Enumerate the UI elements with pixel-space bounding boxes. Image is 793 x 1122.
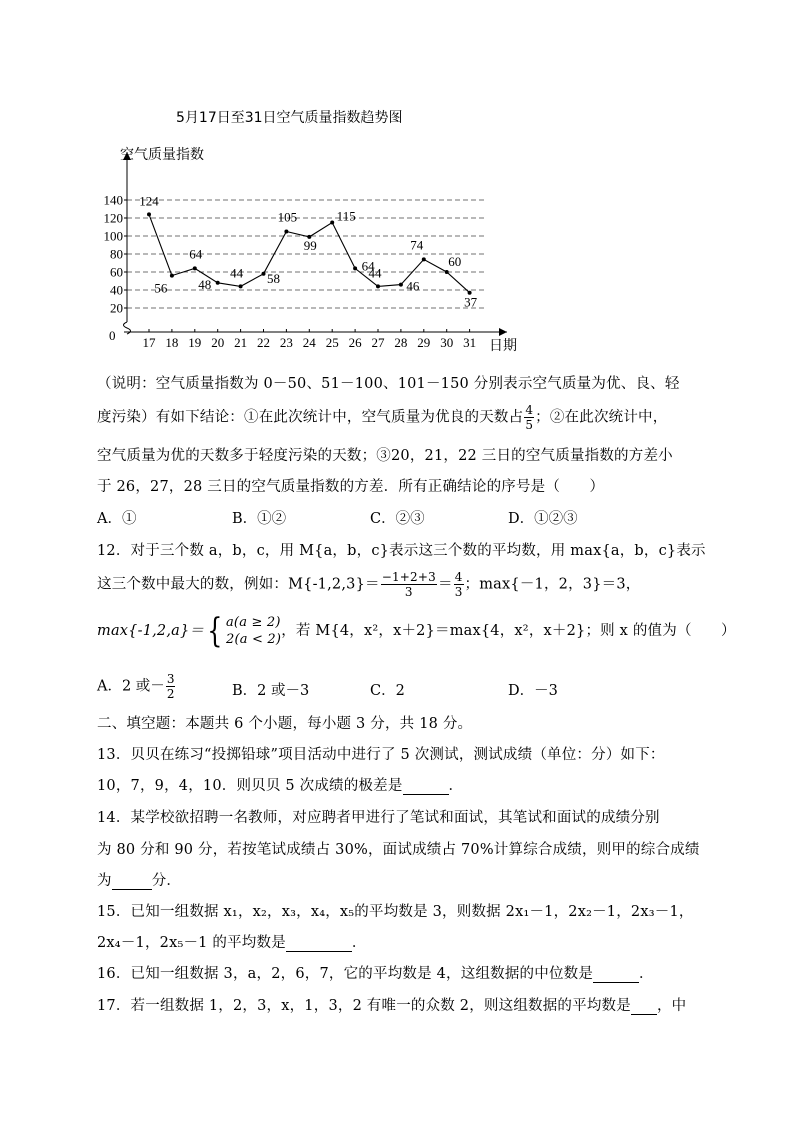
q15-line2: 2x₄－1，2x₅－1 的平均数是 ． — [97, 935, 367, 951]
q11-option-b: B．①② — [232, 511, 287, 527]
q14-line1: 14．某学校欲招聘一名教师，对应聘者甲进行了笔试和面试，其笔试和面试的成绩分别 — [97, 810, 660, 826]
q12-option-d: D．－3 — [508, 683, 558, 699]
x-tick-label: 20 — [211, 335, 225, 350]
data-point — [399, 283, 403, 287]
q14-line3: 为 分． — [97, 873, 182, 889]
data-label: 105 — [277, 209, 298, 225]
x-tick-label: 19 — [188, 335, 202, 350]
piecewise-cases: { a(a ≥ 2) 2(a < 2) — [207, 611, 282, 651]
y-axis-label: 空气质量指数 — [120, 147, 204, 163]
answer-blank — [631, 998, 657, 1015]
x-axis-arrow — [499, 328, 507, 336]
answer-blank — [112, 873, 152, 890]
x-tick-label: 23 — [279, 335, 293, 350]
data-label: 44 — [368, 265, 382, 281]
q11-option-c: C．②③ — [370, 511, 425, 527]
q11-line2: 度污染）有如下结论：①在此次统计中，空气质量为优良的天数占 $\frac{4}{5}$ ；②在此次统计中， — [97, 403, 668, 432]
x-tick-labels — [143, 335, 477, 350]
data-label: 64 — [189, 246, 203, 262]
x-tick-label: 22 — [257, 335, 270, 350]
y-tick-label: 80 — [110, 246, 123, 262]
y-tick-label: 40 — [110, 282, 123, 298]
q11-line3: 空气质量为优的天数多于轻度污染的天数；③20，21，22 三日的空气质量指数的方差小 — [97, 448, 673, 464]
q16-line1: 16．已知一组数据 3，a，2，6，7，它的平均数是 4，这组数据的中位数是 ． — [97, 966, 654, 982]
q11-line4: 于 26，27，28 三日的空气质量指数的方差．所有正确结论的序号是（ ） — [97, 479, 605, 495]
y-tick-label: 60 — [110, 264, 123, 280]
y-tick-label: 100 — [103, 228, 123, 244]
grid-lines — [127, 200, 485, 308]
q15-line1: 15．已知一组数据 x₁，x₂，x₃，x₄，x₅的平均数是 3，则数据 2x₁－1，2x₂－1，2x₃－1， — [97, 904, 694, 920]
fraction-4-3: $\frac{4}{3}$ — [454, 570, 463, 599]
data-label: 37 — [464, 294, 478, 310]
y-tick-labels — [104, 193, 124, 316]
y-tick-label: 140 — [103, 192, 123, 208]
data-label: 46 — [406, 278, 420, 294]
data-point — [170, 274, 174, 278]
x-axis-label: 日期 — [489, 338, 517, 354]
x-tick-label: 30 — [440, 335, 454, 350]
data-label: 74 — [410, 237, 424, 253]
data-label: 56 — [154, 280, 168, 296]
data-point — [216, 281, 220, 285]
answer-blank — [593, 966, 639, 983]
x-tick-label: 29 — [417, 335, 431, 350]
q17-line1: 17．若一组数据 1，2，3，x，1，3，2 有唯一的众数 2，则这组数据的平均数是 ，中 — [97, 998, 687, 1014]
y-tick-label: 120 — [103, 210, 123, 226]
answer-blank — [286, 935, 352, 952]
data-point — [422, 257, 426, 261]
q11-option-a: A．① — [97, 511, 137, 527]
data-point — [330, 221, 334, 225]
x-tick-label: 28 — [394, 335, 408, 350]
data-label: 58 — [267, 270, 280, 286]
data-label: 115 — [336, 208, 356, 224]
origin-label: 0 — [109, 328, 116, 343]
q12-option-c: C．2 — [370, 683, 405, 699]
q12-line3: max{-1,2,a}＝ { a(a ≥ 2) 2(a < 2) ，若 M{4，x²，x＋2}＝max{4，x²，x＋2}；则 x 的值为（ ） — [97, 611, 736, 651]
data-label: 60 — [448, 254, 462, 269]
answer-blank — [403, 778, 449, 795]
data-point — [193, 266, 197, 270]
data-point — [262, 272, 266, 276]
data-label: 99 — [303, 237, 317, 253]
q13-line2: 10，7，9，4，10．则贝贝 5 次成绩的极差是 ． — [97, 778, 464, 794]
x-tick-label: 27 — [371, 335, 385, 350]
q12-line2: 这三个数中最大的数，例如：M{-1,2,3}＝ $\frac{-1+2+3}{3}$ ＝ $\frac{4}{3}$ ；max{－1，2，3}＝3， — [97, 570, 641, 599]
fraction-4-5: $\frac{4}{5}$ — [525, 403, 534, 432]
fraction-example: $\frac{-1+2+3}{3}$ — [381, 570, 436, 599]
x-tick-label: 21 — [234, 335, 248, 350]
q13-line1: 13．贝贝在练习“投掷铅球”项目活动中进行了 5 次测试，测试成绩（单位：分）如下： — [97, 747, 665, 763]
section-2-heading: 二、填空题：本题共 6 个小题，每小题 3 分，共 18 分。 — [97, 716, 473, 732]
data-point — [284, 230, 288, 234]
data-point — [376, 284, 380, 288]
data-point — [353, 266, 357, 270]
data-label: 64 — [361, 258, 375, 274]
air-quality-line-chart — [100, 140, 530, 355]
q11-option-d: D．①②③ — [508, 511, 578, 527]
x-tick-label: 31 — [463, 335, 477, 350]
q11-line1: （说明：空气质量指数为 0－50、51－100、101－150 分别表示空气质量为优、良、轻 — [97, 376, 680, 392]
data-label: 48 — [198, 276, 212, 292]
q12-option-a: A．2 或－ $\frac{3}{2}$ — [97, 672, 175, 701]
data-label: 44 — [230, 265, 244, 281]
y-tick-label: 20 — [110, 300, 123, 316]
q14-line2: 为 80 分和 90 分，若按笔试成绩占 30%，面试成绩占 70%计算综合成绩，则甲的综合成绩 — [97, 842, 700, 858]
chart-title: 5月17日至31日空气质量指数趋势图 — [176, 110, 403, 126]
x-tick-label: 17 — [142, 335, 156, 350]
data-point — [445, 270, 449, 274]
data-point — [147, 212, 151, 216]
data-point — [239, 284, 243, 288]
data-labels — [139, 193, 477, 309]
x-tick-label: 26 — [348, 335, 362, 350]
x-tick-label: 25 — [325, 335, 339, 350]
x-tick-label: 24 — [302, 335, 316, 350]
data-label: 124 — [139, 193, 159, 209]
q12-option-b: B．2 或－3 — [232, 683, 310, 699]
q12-line1: 12．对于三个数 a，b，c，用 M{a，b，c}表示这三个数的平均数，用 max{a，b，c}表示 — [97, 543, 706, 559]
x-tick-label: 18 — [165, 335, 179, 350]
